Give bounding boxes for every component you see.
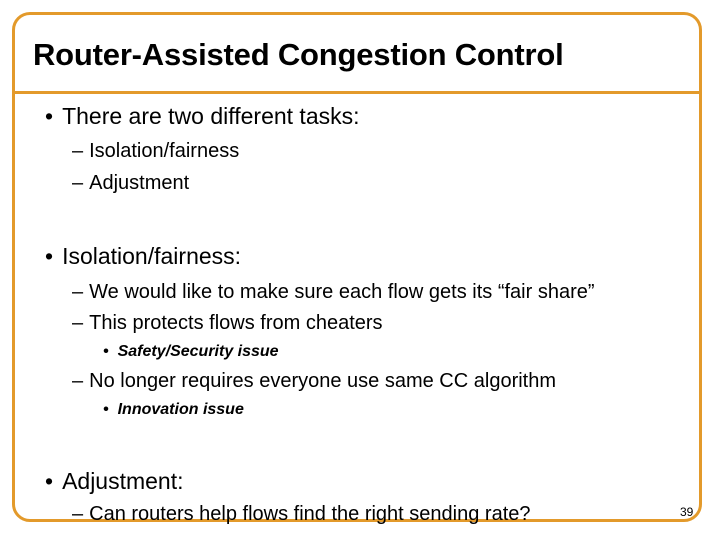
slide-number: 39 <box>680 505 694 519</box>
bullet-symbol: • <box>45 103 54 129</box>
bullet-text: There are two different tasks: <box>62 103 360 129</box>
subbullet-fair-share <box>72 281 595 304</box>
dash-symbol: – <box>72 140 84 162</box>
subbullet-isolation-fairness <box>72 140 239 163</box>
subbullet-text: Can routers help flows find the right sending rate? <box>89 503 531 525</box>
subbullet-same-cc-algorithm <box>72 370 556 393</box>
slide-title: Router-Assisted Congestion Control <box>33 37 564 72</box>
bullet-symbol: • <box>103 401 109 418</box>
subsubbullet-safety-security <box>103 343 279 361</box>
bullet-symbol: • <box>45 468 54 494</box>
subbullet-text: No longer requires everyone use same CC algorithm <box>89 370 557 392</box>
subbullet-sending-rate <box>72 503 531 526</box>
dash-symbol: – <box>72 370 84 392</box>
subbullet-adjustment <box>72 172 189 195</box>
title-divider <box>12 91 702 94</box>
dash-symbol: – <box>72 281 84 303</box>
bullet-isolation-fairness <box>45 243 241 270</box>
subbullet-text: Isolation/fairness <box>89 140 240 162</box>
dash-symbol: – <box>72 172 84 194</box>
bullet-symbol: • <box>103 343 109 360</box>
subbullet-cheaters <box>72 312 383 335</box>
subbullet-text: We would like to make sure each flow gets its “fair share” <box>89 281 595 303</box>
subsubbullet-text: Innovation issue <box>117 401 244 418</box>
dash-symbol: – <box>72 503 84 525</box>
bullet-adjustment <box>45 468 184 495</box>
subsubbullet-text: Safety/Security issue <box>117 343 279 360</box>
subsubbullet-innovation <box>103 401 244 419</box>
bullet-symbol: • <box>45 243 54 269</box>
bullet-text: Isolation/fairness: <box>62 243 242 269</box>
bullet-text: Adjustment: <box>62 468 184 494</box>
subbullet-text: This protects flows from cheaters <box>89 312 383 334</box>
bullet-two-tasks <box>45 103 360 130</box>
dash-symbol: – <box>72 312 84 334</box>
subbullet-text: Adjustment <box>89 172 190 194</box>
